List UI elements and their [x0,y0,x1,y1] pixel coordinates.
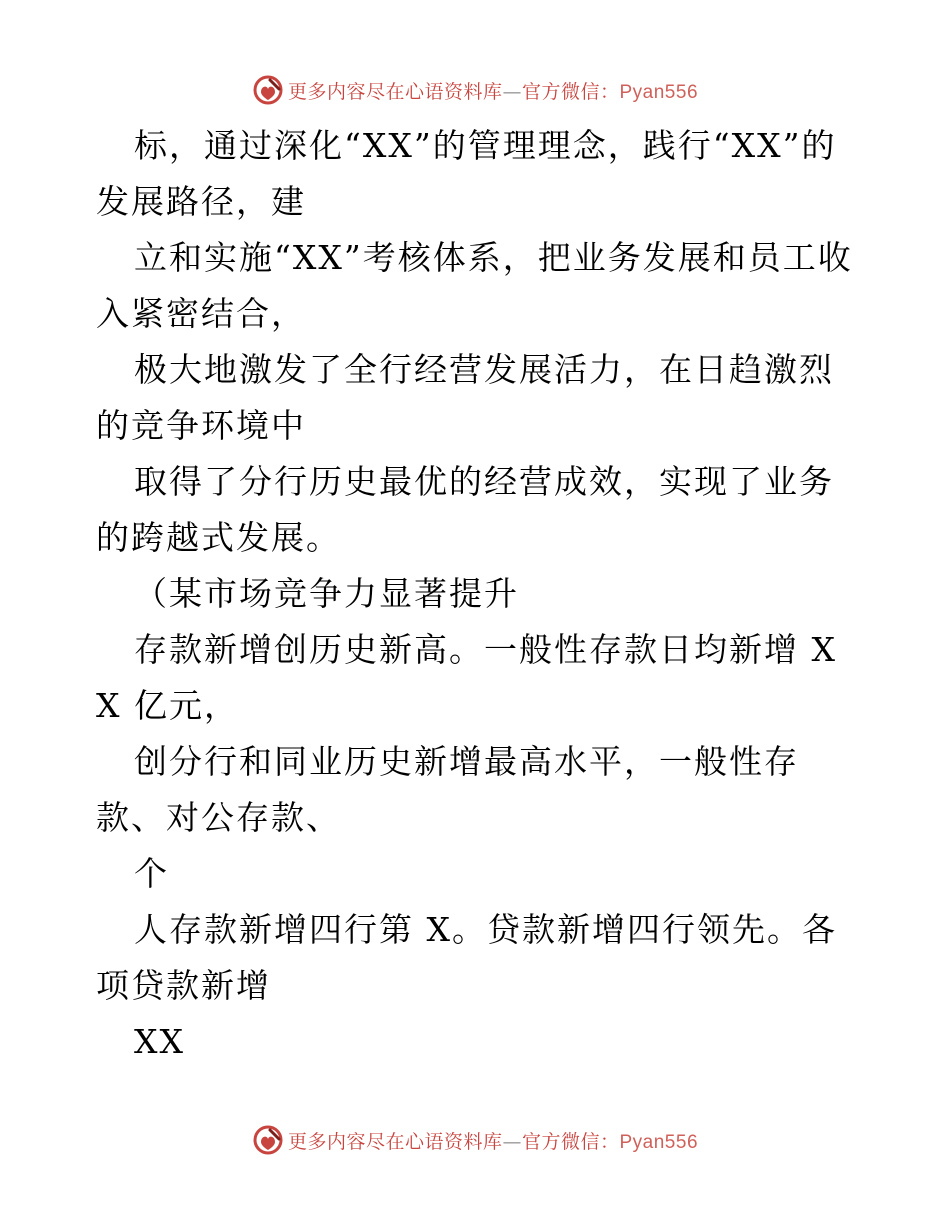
watermark-text [288,77,698,104]
paragraph-8: 个 [134,854,169,893]
heart-pen-logo-icon [252,1124,284,1156]
paragraph-2: 立和实施“XX”考核体系，把业务发展和员工收入紧密结合， [96,238,853,333]
watermark-brand: 更多内容尽在心语资料库 [287,80,503,103]
header-watermark [0,70,950,110]
paragraph-10: XX [134,1022,185,1061]
paragraph-4: 取得了分行历史最优的经营成效，实现了业务的跨越式发展。 [96,462,834,557]
paragraph-6: 存款新增创历史新高。一般性存款日均新增 XX 亿元， [96,630,837,725]
watermark-brand: 更多内容尽在心语资料库 [287,1130,503,1153]
document-body [96,118,856,1070]
footer-watermark [0,1120,950,1160]
watermark-dash: — [502,80,522,103]
watermark-wechat-id: Pyan556 [619,81,699,103]
watermark-wechat-label: 官方微信： [521,80,620,103]
paragraph-3: 极大地激发了全行经营发展活力，在日趋激烈的竞争环境中 [96,350,834,445]
paragraph-5: （某市场竞争力显著提升 [134,574,519,613]
watermark-dash: — [502,1130,522,1153]
heart-pen-logo-icon [252,74,284,106]
watermark-text [288,1127,698,1154]
watermark-wechat-label: 官方微信： [521,1130,620,1153]
watermark-wechat-id: Pyan556 [619,1131,699,1153]
paragraph-1: 标，通过深化“XX”的管理理念，践行“XX”的发展路径，建 [96,126,837,221]
paragraph-9: 人存款新增四行第 X。贷款新增四行领先。各项贷款新增 [96,910,837,1005]
paragraph-7: 创分行和同业历史新增最高水平，一般性存款、对公存款、 [96,742,799,837]
